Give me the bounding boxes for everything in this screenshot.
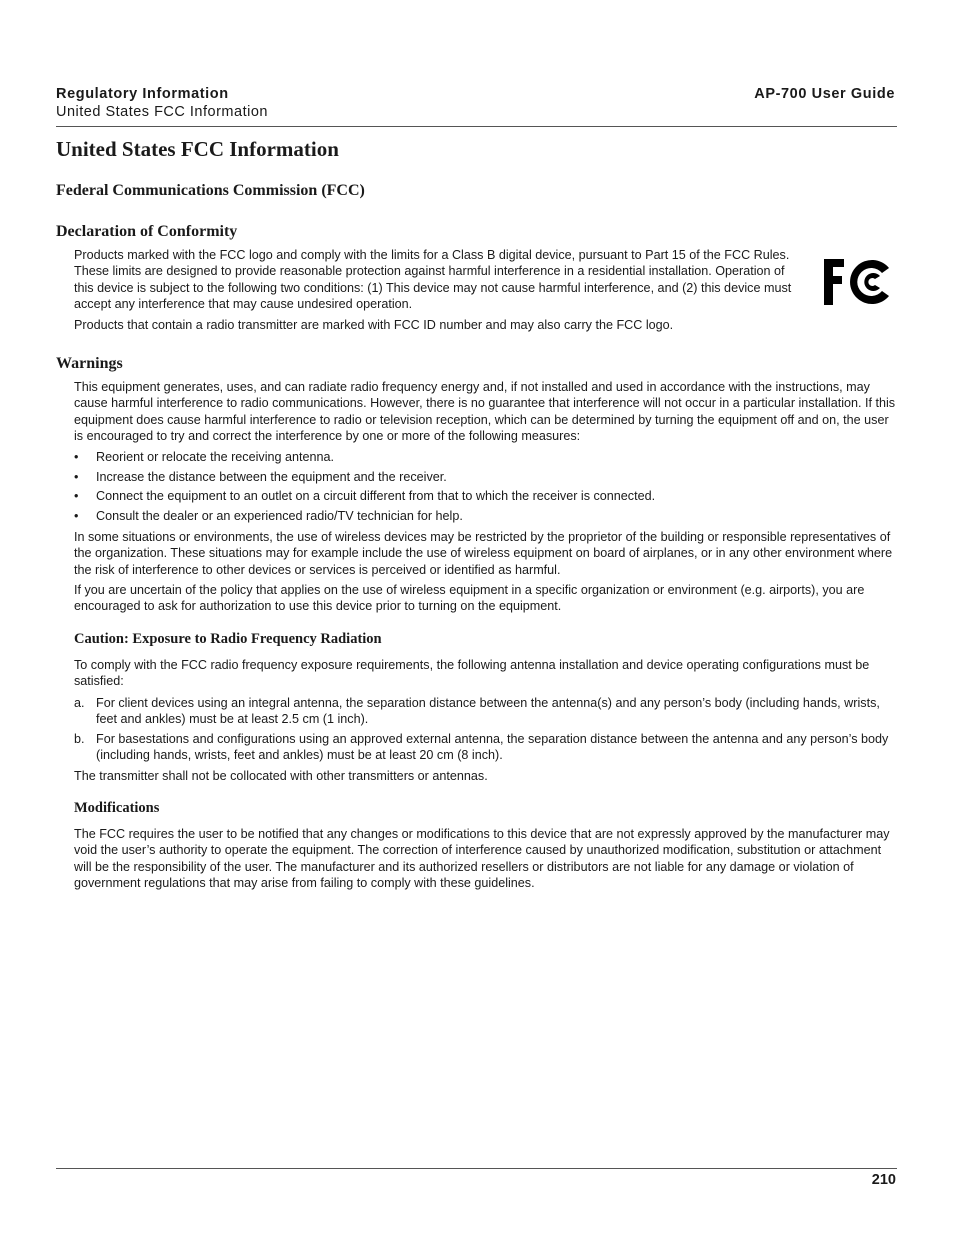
collocation-paragraph: The transmitter shall not be collocated with other transmitters or antennas. (74, 769, 488, 783)
declaration-transmitter-paragraph: Products that contain a radio transmitter are marked with FCC ID number and may also carry the FCC logo. (74, 318, 674, 332)
caution-heading: Caution: Exposure to Radio Frequency Radiation (74, 631, 382, 647)
page-number: 210 (871, 1172, 896, 1188)
footer-divider (56, 1168, 897, 1169)
bullet-marker: • (74, 450, 79, 464)
list-item: • Connect the equipment to an outlet on a circuit different from that to which the receiver is connected. (74, 489, 656, 504)
warnings-heading: Warnings (56, 355, 123, 372)
bullet-marker: • (74, 469, 79, 484)
antenna-requirements-list (74, 695, 896, 767)
list-marker: b. (74, 731, 85, 746)
guide-title: AP-700 User Guide (754, 86, 895, 102)
chapter-title: Regulatory Information (56, 86, 229, 102)
list-item: • Increase the distance between the equipment and the receiver. (74, 469, 447, 484)
modifications-heading: Modifications (74, 800, 160, 816)
bullet-marker: • (74, 509, 79, 524)
list-item: • Reorient or relocate the receiving antenna. (74, 450, 335, 464)
modifications-paragraph: The FCC requires the user to be notified that any changes or modifications to this device that are not expressly approved by the manufacturer may void the user’s authority to operate the equipment. The correction of interference caused by unauthorized modification, substitution or attachment will be the responsibility of the user. The manufacturer and its authorized resellers or distributors are not liable for any damage or violation of government regulations that may arise from failing to comply with these guidelines. (74, 827, 890, 891)
bullet-marker: • (74, 489, 79, 504)
interference-measures-list (74, 449, 896, 528)
declaration-paragraph: Products marked with the FCC logo and comply with the limits for a Class B digital device, pursuant to Part 15 of the FCC Rules. These limits are designed to provide reasonable protection against harmful interference in a residential installation. Operation of this device is subject to the following two conditions: (1) This device may not cause harmful interference, and (2) this device must accept any interference that may cause undesired operation. (74, 248, 792, 312)
restrictions-paragraph: In some situations or environments, the use of wireless devices may be restricted by the proprietor of the building or responsible representatives of the organization. These situations may for example include the use of wireless equipment on board of airplanes, or in any other environment where the risk of interference to other devices or services is perceived or identified as harmful. (74, 530, 893, 577)
caution-paragraph: To comply with the FCC radio frequency exposure requirements, the following antenna installation and device operating configurations must be satisfied: (74, 658, 870, 689)
header-divider (56, 126, 897, 127)
fcc-logo-icon (822, 256, 892, 308)
section-title: United States FCC Information (56, 104, 268, 120)
page-title: United States FCC Information (56, 137, 339, 161)
authorization-paragraph: If you are uncertain of the policy that applies on the use of wireless equipment in a specific organization or environment (e.g. airports), you are encouraged to ask for authorization to use this device prior to turning on the equipment. (74, 583, 865, 614)
list-item: b. For basestations and configurations using an approved external antenna, the separation distance between the antenna and any person’s body (including hands, wrists, feet and ankles) must be at least 20 cm (8 inch). (74, 731, 889, 763)
running-header-left (56, 85, 268, 121)
declaration-heading: Declaration of Conformity (56, 223, 238, 240)
fcc-heading: Federal Communications Commission (FCC) (56, 182, 365, 199)
list-item: a. For client devices using an integral antenna, the separation distance between the antenna(s) and any person’s body (including hands, wrists, feet and ankles) must be at least 2.5 cm (1 inch). (74, 696, 880, 727)
list-item: • Consult the dealer or an experienced radio/TV technician for help. (74, 509, 463, 524)
warnings-paragraph: This equipment generates, uses, and can radiate radio frequency energy and, if not installed and used in accordance with the instructions, may cause harmful interference to radio communications. However, there is no guarantee that interference will not occur in a particular installation. If this equipment does cause harmful interference to radio or television reception, which can be determined by turning the equipment off and on, the user is encouraged to try and correct the interference by one or more of the following measures: (74, 380, 896, 444)
list-marker: a. (74, 696, 85, 710)
